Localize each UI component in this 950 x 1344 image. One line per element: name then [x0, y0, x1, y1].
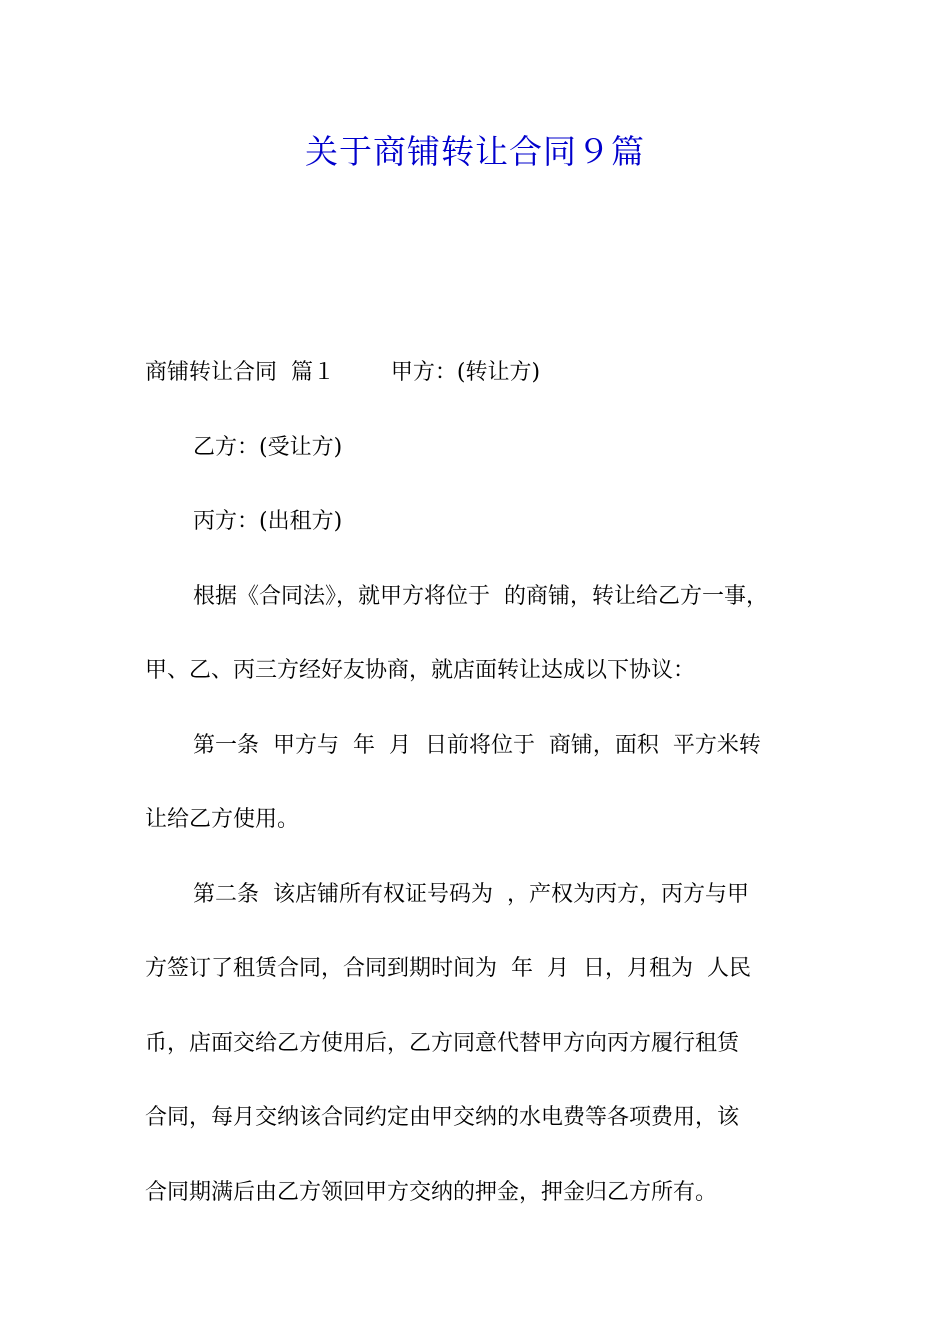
paragraph-line: 合同期满后由乙方领回甲方交纳的押金，押金归乙方所有。	[145, 1179, 718, 1205]
paragraph-line: 让给乙方使用。	[145, 807, 300, 832]
document-title: 关于商铺转让合同９篇	[305, 132, 645, 171]
paragraph-line: 商铺转让合同 篇１ 甲方：(转让方)	[145, 360, 541, 385]
paragraph-line: 第二条 该店铺所有权证号码为 ，产权为丙方，丙方与甲	[193, 881, 749, 907]
paragraph-line: 币，店面交给乙方使用后，乙方同意代替甲方向丙方履行租赁	[145, 1030, 740, 1056]
paragraph-line: 合同，每月交纳该合同约定由甲交纳的水电费等各项费用，该	[145, 1105, 740, 1130]
paragraph-line: 根据《合同法》，就甲方将位于 的商铺，转让给乙方一事，	[193, 583, 768, 609]
document-body	[145, 336, 810, 1230]
paragraph-line: 丙方：(出租方)	[193, 509, 343, 534]
paragraph-line: 方签订了租赁合同，合同到期时间为 年 月 日，月租为 人民	[145, 956, 751, 981]
paragraph-line: 甲、乙、丙三方经好友协商，就店面转让达成以下协议：	[145, 658, 696, 683]
paragraph-line: 乙方：(受让方)	[193, 434, 343, 460]
paragraph-line: 第一条 甲方与 年 月 日前将位于 商铺，面积 平方米转	[193, 732, 761, 758]
